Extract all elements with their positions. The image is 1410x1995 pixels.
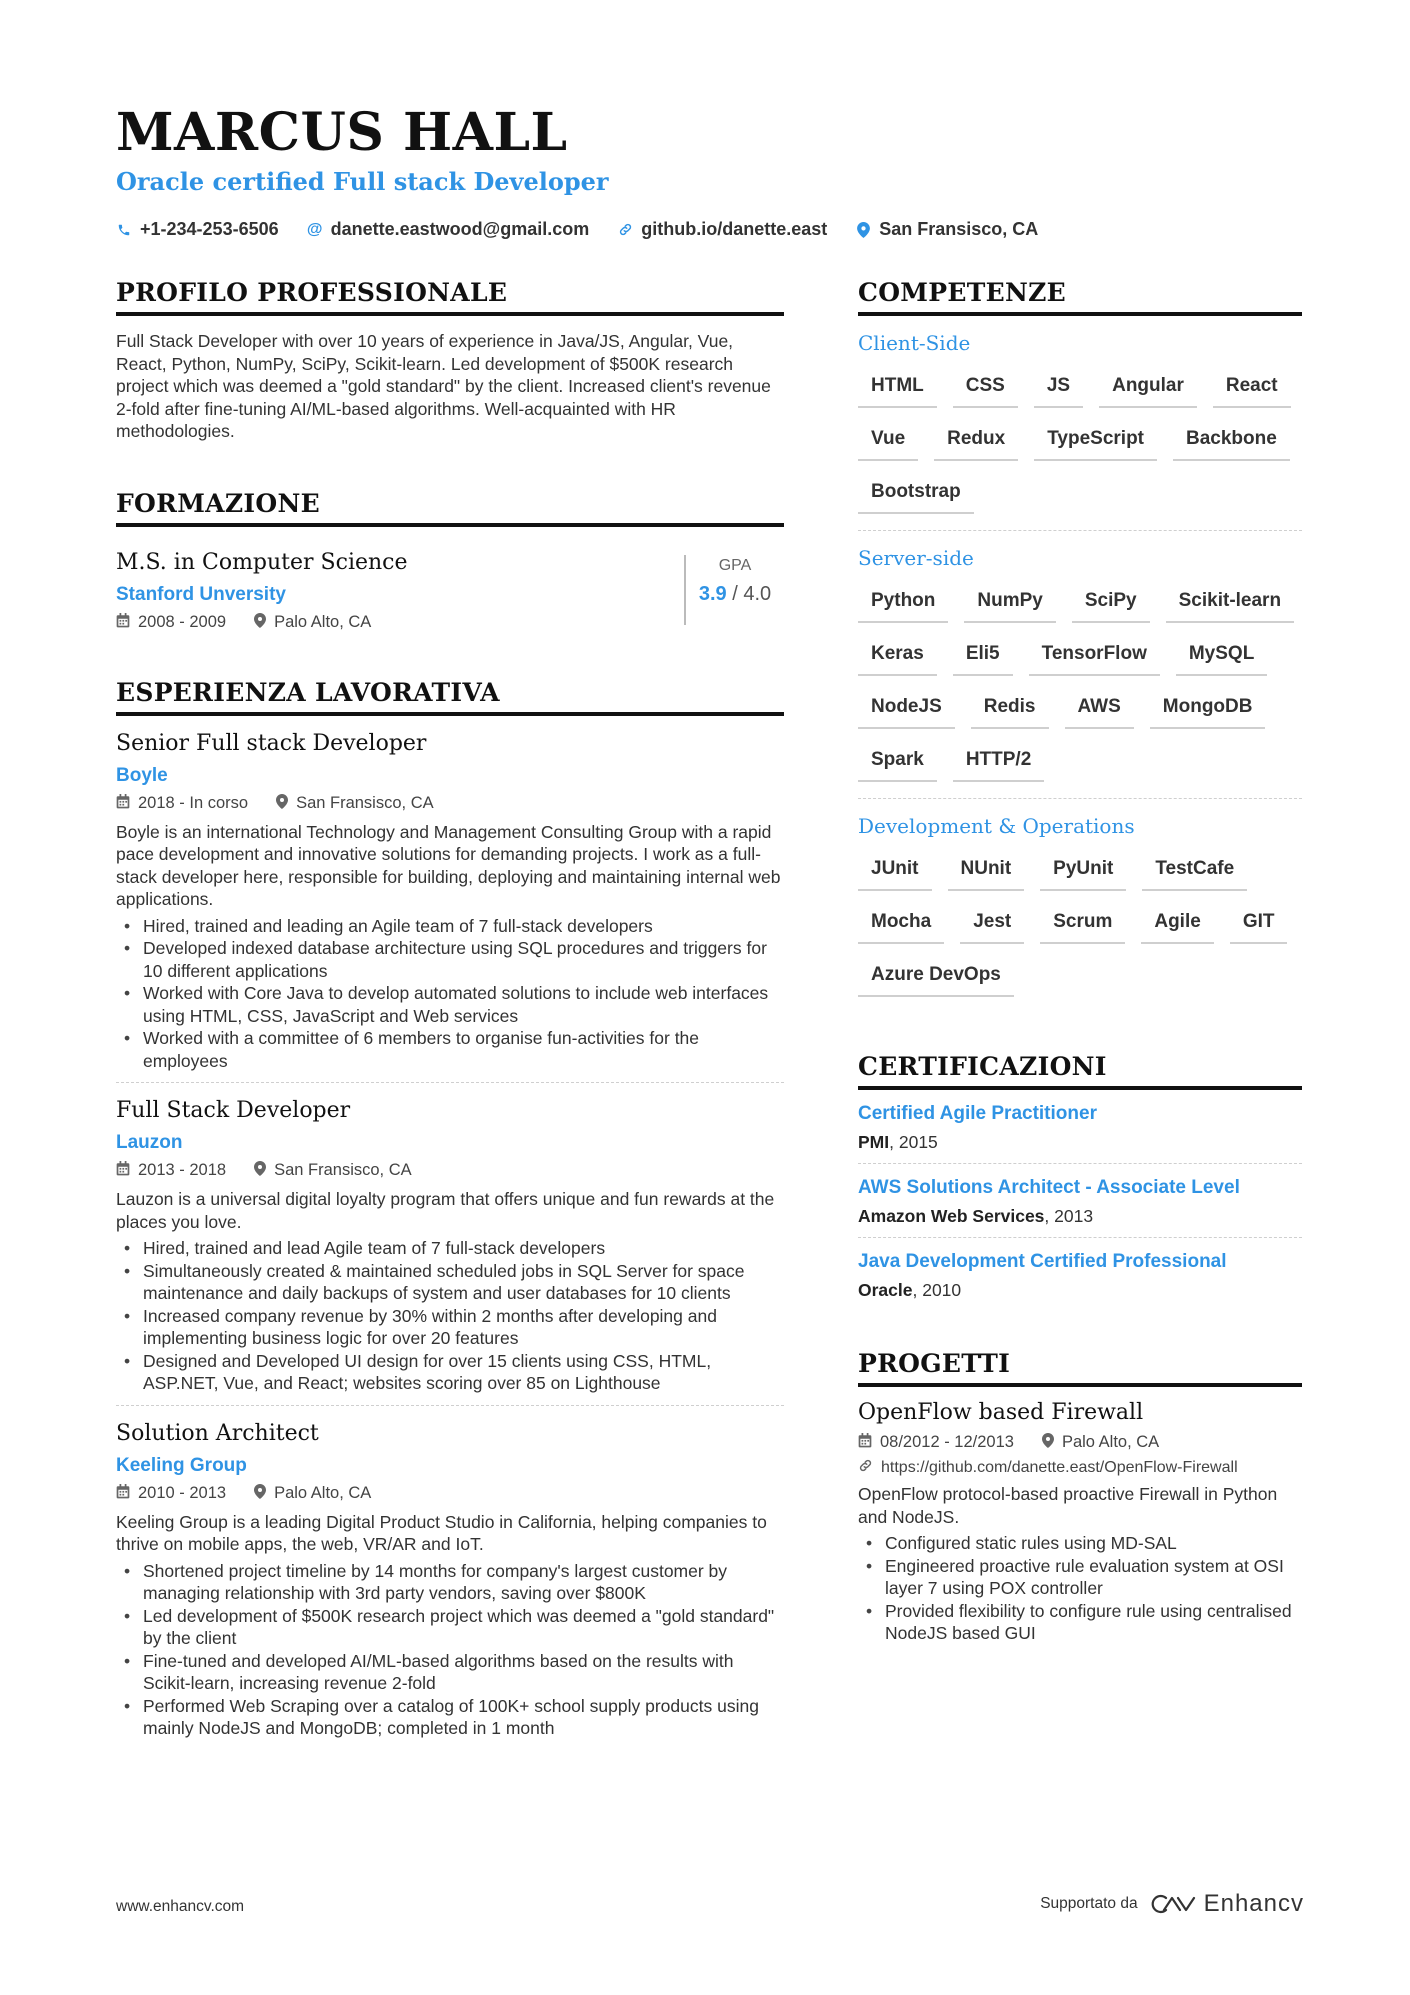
project-dates: 08/2012 - 12/2013: [880, 1433, 1014, 1451]
contact-website[interactable]: [617, 219, 827, 240]
job-bullets: [116, 1560, 784, 1740]
calendar-icon: [116, 1161, 130, 1180]
certification-entry: [858, 1163, 1302, 1237]
job-dates: 2010 - 2013: [138, 1483, 227, 1502]
education-location: Palo Alto, CA: [274, 612, 372, 631]
job-entry: [116, 1097, 784, 1406]
skill-tag: MongoDB: [1150, 695, 1266, 729]
project-link[interactable]: [858, 1458, 1302, 1477]
right-column: [858, 278, 1302, 1645]
job-entry: [116, 730, 784, 1084]
skill-tag: CSS: [953, 374, 1018, 408]
skill-tag: HTML: [858, 374, 937, 408]
issuer-name: Amazon Web Services: [858, 1206, 1045, 1226]
phone-icon: [116, 223, 132, 237]
bullet-item: • Configured static rules using MD-SAL: [858, 1532, 1302, 1555]
skill-tag: NumPy: [964, 589, 1055, 623]
skill-tag: Eli5: [953, 642, 1013, 676]
skill-tags: [858, 589, 1302, 801]
skill-tag: Spark: [858, 748, 937, 782]
bullet-item: • Provided flexibility to configure rule using centralised NodeJS based GUI: [858, 1600, 1302, 1645]
summary-text: Full Stack Developer with over 10 years of experience in Java/JS, Angular, Vue, React, Python, NumPy, SciPy, Scikit-learn. Led development of $500K research project which was deemed a "gold standard" by the client. Increased client's revenue 2-fold after fine-tuning AI/ML-based algorithms. Well-acquainted with HR methodologies.: [116, 331, 771, 441]
bullet-item: • Led development of $500K research project which was deemed a "gold standard" by the client: [116, 1605, 784, 1650]
education-dates: 2008 - 2009: [138, 612, 227, 631]
footer-branding: [1040, 1890, 1304, 1918]
skill-group-title: Client-Side: [858, 331, 971, 355]
project-meta: [858, 1433, 1302, 1452]
calendar-icon: [116, 794, 130, 813]
skill-tags: [858, 857, 1302, 1016]
website-text: github.io/danette.east: [641, 219, 828, 239]
skill-tag: NodeJS: [858, 695, 955, 729]
skill-tag: SciPy: [1072, 589, 1150, 623]
experience-heading: ESPERIENZA LAVORATIVA: [116, 678, 784, 716]
bullet-item: • Hired, trained and lead Agile team of 7 full-stack developers: [116, 1237, 784, 1260]
bullet-item: • Designed and Developed UI design for over 15 clients using CSS, HTML, ASP.NET, Vue, and React; websites scoring over 85 on Lighthouse: [116, 1350, 784, 1395]
bullet-item: • Increased company revenue by 30% within 2 months after developing and implementing business logic for over 20 features: [116, 1305, 784, 1350]
bullet-item: • Performed Web Scraping over a catalog of 100K+ school supply products using mainly NodeJS and MongoDB; completed in 1 month: [116, 1695, 784, 1740]
bullet-item: • Worked with a committee of 6 members to organise fun-activities for the employees: [116, 1027, 784, 1072]
education-entry: [116, 549, 784, 632]
issue-year: , 2010: [912, 1280, 962, 1300]
gpa-box: [684, 555, 784, 625]
skill-tag: Python: [858, 589, 948, 623]
bullet-item: • Hired, trained and leading an Agile team of 7 full-stack developers: [116, 915, 784, 938]
job-dates: 2013 - 2018: [138, 1161, 227, 1179]
location-pin-icon: [276, 794, 288, 813]
divider: [858, 530, 1302, 531]
certification-name: AWS Solutions Architect - Associate Level: [858, 1177, 1240, 1198]
skill-tag: Jest: [960, 910, 1024, 944]
divider: [116, 1405, 784, 1406]
gpa-value: 3.9 / 4.0: [698, 582, 772, 605]
project-url: https://github.com/danette.east/OpenFlow-Firewall: [881, 1458, 1238, 1476]
skill-tag: Scikit-learn: [1166, 589, 1294, 623]
job-title: Full Stack Developer: [116, 1098, 351, 1123]
contact-location: [855, 219, 1038, 240]
job-description: Keeling Group is a leading Digital Product Studio in California, helping companies to thrive on mobile apps, the web, VR/AR and IoT.: [116, 1511, 767, 1554]
skill-tag: JS: [1034, 374, 1083, 408]
skill-tag: GIT: [1230, 910, 1288, 944]
location-pin-icon: [254, 1161, 266, 1180]
company-name: Keeling Group: [116, 1454, 247, 1476]
job-dates: 2018 - In corso: [138, 793, 249, 812]
certification-entry: [858, 1090, 1302, 1163]
job-location: Palo Alto, CA: [274, 1483, 372, 1502]
bullet-item: • Shortened project timeline by 14 months for company's largest customer by managing relationship with 3rd party vendors, saving over $800K: [116, 1560, 784, 1605]
job-bullets: [116, 1237, 784, 1395]
contact-email[interactable]: [307, 219, 590, 240]
education-meta: [116, 613, 684, 632]
job-location: San Fransisco, CA: [274, 1161, 412, 1179]
company-name: Boyle: [116, 764, 168, 786]
gpa-max: 4.0: [743, 582, 772, 605]
education-heading: FORMAZIONE: [116, 489, 784, 527]
project-description: OpenFlow protocol-based proactive Firewall in Python and NodeJS.: [858, 1484, 1278, 1527]
skill-tag: React: [1213, 374, 1291, 408]
issue-year: , 2015: [889, 1132, 938, 1152]
skill-tag: Backbone: [1173, 427, 1290, 461]
bullet-item: • Fine-tuned and developed AI/ML-based algorithms based on the results with Scikit-learn, increasing revenue 2-fold: [116, 1650, 784, 1695]
issuer-name: Oracle: [858, 1280, 913, 1300]
certification-entry: [858, 1237, 1302, 1311]
company-name: Lauzon: [116, 1132, 183, 1153]
bullet-item: • Worked with Core Java to develop automated solutions to include web interfaces using HTML, CSS, JavaScript and Web services: [116, 982, 784, 1027]
enhancv-logo-text: Enhancv: [1203, 1890, 1304, 1917]
skill-tag: TensorFlow: [1029, 642, 1160, 676]
bullet-item: • Developed indexed database architecture using SQL procedures and triggers for 10 different applications: [116, 937, 784, 982]
bullet-item: • Engineered proactive rule evaluation system at OSI layer 7 using POX controller: [858, 1555, 1302, 1600]
skill-tag: MySQL: [1176, 642, 1267, 676]
bullet-item: • Simultaneously created & maintained scheduled jobs in SQL Server for space maintenance and daily backups of system and user databases for 10 clients: [116, 1260, 784, 1305]
calendar-icon: [116, 1484, 130, 1503]
location-pin-icon: [855, 222, 871, 238]
skill-tag: PyUnit: [1040, 857, 1126, 891]
location-pin-icon: [254, 1484, 266, 1503]
skill-tag: JUnit: [858, 857, 932, 891]
certifications-heading: CERTIFICAZIONI: [858, 1052, 1302, 1090]
skill-tag: Redis: [971, 695, 1049, 729]
divider: [858, 798, 1302, 799]
email-text: danette.eastwood@gmail.com: [330, 219, 590, 239]
location-pin-icon: [254, 613, 266, 632]
job-entry: [116, 1420, 784, 1740]
skill-tag: TestCafe: [1142, 857, 1247, 891]
skill-tag: Azure DevOps: [858, 963, 1014, 997]
skill-tag: Keras: [858, 642, 937, 676]
contact-bar: [116, 219, 1306, 240]
candidate-name: MARCUS HALL: [116, 102, 568, 163]
gpa-label: GPA: [718, 556, 752, 574]
location-text: San Fransisco, CA: [879, 219, 1039, 239]
certification-issuer: [858, 1132, 1302, 1153]
at-sign-icon: @: [306, 220, 323, 238]
enhancv-logo-icon: [1150, 1892, 1196, 1916]
job-meta: [116, 1484, 784, 1503]
skill-tags: [858, 374, 1302, 533]
calendar-icon: [116, 613, 130, 632]
project-title: OpenFlow based Firewall: [858, 1400, 1144, 1425]
certification-name: Java Development Certified Professional: [858, 1251, 1227, 1272]
certification-issuer: [858, 1280, 1302, 1301]
gpa-score: 3.9: [698, 582, 727, 605]
issuer-name: PMI: [858, 1132, 890, 1152]
skill-tag: TypeScript: [1034, 427, 1157, 461]
job-title: Solution Architect: [116, 1420, 319, 1446]
certification-name: Certified Agile Practitioner: [858, 1103, 1097, 1124]
certification-issuer: [858, 1206, 1302, 1227]
enhancv-logo[interactable]: [1150, 1890, 1304, 1918]
issue-year: , 2013: [1044, 1206, 1094, 1226]
skill-group-title: Development & Operations: [858, 814, 1135, 838]
skills-heading: COMPETENZE: [858, 278, 1302, 316]
footer-website[interactable]: www.enhancv.com: [116, 1898, 245, 1915]
job-meta: [116, 1161, 784, 1180]
skill-tag: Vue: [858, 427, 918, 461]
skill-tag: Angular: [1099, 374, 1197, 408]
projects-heading: PROGETTI: [858, 1349, 1302, 1387]
resume-header: [116, 103, 1306, 240]
phone-text: +1-234-253-6506: [140, 219, 279, 239]
location-pin-icon: [1042, 1433, 1054, 1452]
link-icon: [858, 1458, 873, 1477]
job-meta: [116, 794, 784, 813]
calendar-icon: [858, 1433, 872, 1452]
skill-group-title: Server-side: [858, 546, 974, 570]
project-bullets: [858, 1532, 1302, 1645]
skill-tag: Scrum: [1040, 910, 1125, 944]
powered-by-text: Supportato da: [1040, 1895, 1138, 1912]
left-column: [116, 278, 784, 1740]
skill-tag: Agile: [1141, 910, 1213, 944]
divider: [116, 1082, 784, 1083]
skill-tag: AWS: [1065, 695, 1134, 729]
job-description: Boyle is an international Technology and Management Consulting Group with a rapid pace development and innovative solutions for demanding projects. I work as a full-stack developer here, responsible for building, deploying and maintaining internal web applications.: [116, 821, 781, 909]
degree-title: M.S. in Computer Science: [116, 549, 408, 575]
link-icon: [617, 222, 633, 237]
skill-tag: Bootstrap: [858, 480, 974, 514]
school-name: Stanford Unversity: [116, 583, 286, 605]
skill-tag: Mocha: [858, 910, 944, 944]
summary-heading: PROFILO PROFESSIONALE: [116, 278, 784, 316]
skill-tag: NUnit: [948, 857, 1025, 891]
job-title: Senior Full stack Developer: [116, 730, 427, 756]
candidate-title: Oracle certified Full stack Developer: [116, 167, 609, 196]
job-location: San Fransisco, CA: [296, 793, 434, 812]
skill-tag: Redux: [934, 427, 1018, 461]
contact-phone[interactable]: [116, 219, 279, 240]
project-location: Palo Alto, CA: [1061, 1433, 1160, 1451]
job-bullets: [116, 915, 784, 1073]
job-description: Lauzon is a universal digital loyalty program that offers unique and fun rewards at the places you love.: [116, 1189, 775, 1232]
skill-tag: HTTP/2: [953, 748, 1044, 782]
